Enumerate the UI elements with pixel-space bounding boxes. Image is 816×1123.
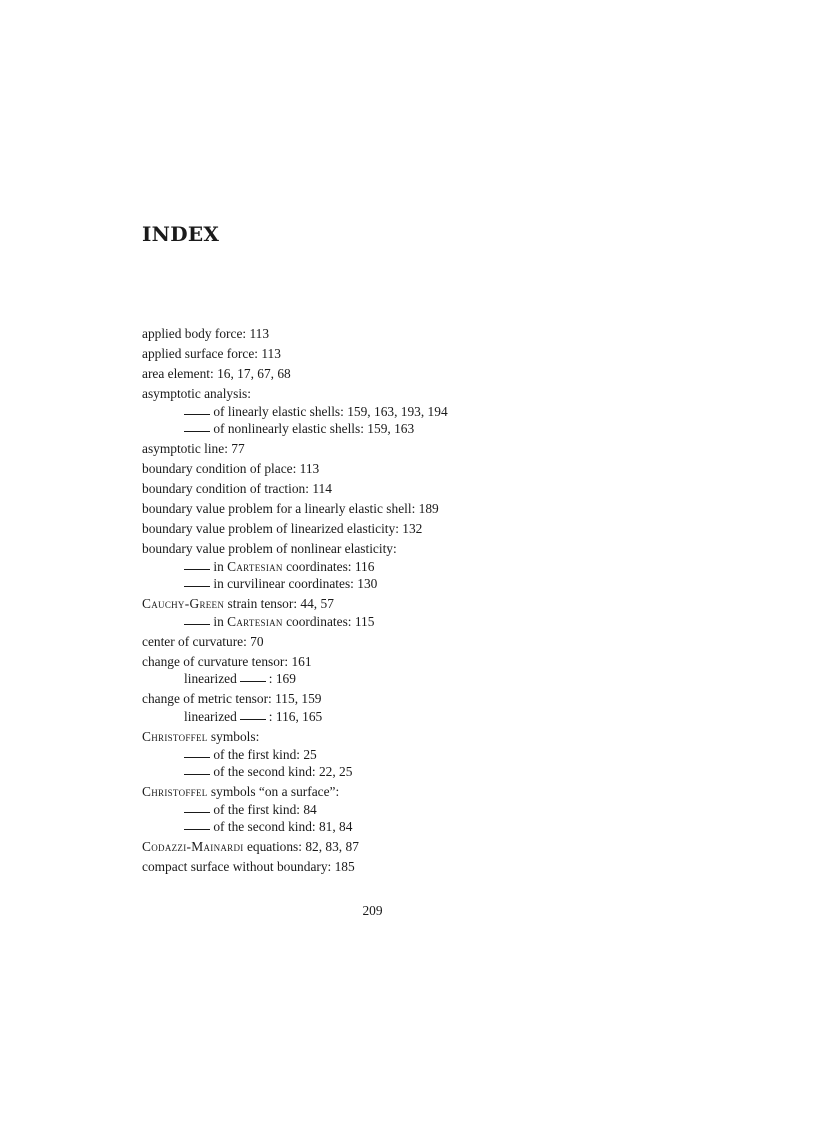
entry-text: strain tensor: 44, 57 <box>224 596 334 612</box>
subentry-text: : 169 <box>268 671 296 687</box>
repeat-dash <box>184 812 210 813</box>
subentry-text: coordinates: 116 <box>282 558 375 574</box>
entry-text: boundary value problem for a linearly elastic shell: 189 <box>142 501 439 517</box>
index-subentry <box>142 403 702 421</box>
entry-text: boundary value problem of linearized elasticity: 132 <box>142 521 423 537</box>
index-subentry <box>142 420 702 438</box>
entry-text: symbols “on a surface”: <box>207 784 340 800</box>
index-subentry <box>142 558 702 576</box>
page-title: INDEX <box>142 222 220 246</box>
subentry-text: of the first kind: 25 <box>210 746 317 762</box>
subentry-text: coordinates: 115 <box>282 613 375 629</box>
entry-text: boundary value problem of nonlinear elasticity: <box>142 541 397 557</box>
subentry-text: of the second kind: 81, 84 <box>210 819 353 835</box>
entry-text: applied surface force: 113 <box>142 345 281 361</box>
entry-text: equations: 82, 83, 87 <box>243 839 359 855</box>
repeat-dash <box>184 569 210 570</box>
repeat-dash <box>184 757 210 758</box>
index-subentry <box>142 613 702 631</box>
subentry-text: of the first kind: 84 <box>210 801 317 817</box>
subentry-text: in <box>210 613 228 629</box>
proper-name: Codazzi-Mainardi <box>142 839 244 855</box>
proper-name: Christoffel <box>142 728 208 744</box>
entry-text: boundary condition of traction: 114 <box>142 481 332 497</box>
index-subentry <box>142 575 702 593</box>
index-list <box>142 325 702 876</box>
index-entry <box>142 838 702 856</box>
proper-name: Cartesian <box>227 613 283 629</box>
index-subentry <box>142 801 702 819</box>
index-entry <box>142 520 702 538</box>
entry-text: applied body force: 113 <box>142 326 270 341</box>
repeat-dash <box>240 719 266 720</box>
index-entry <box>142 385 702 403</box>
subentry-text: : 116, 165 <box>268 708 323 724</box>
entry-text: change of curvature tensor: 161 <box>142 653 312 669</box>
index-entry <box>142 345 702 363</box>
index-entry <box>142 690 702 708</box>
page-number: 209 <box>362 903 383 918</box>
subentry-text: linearized <box>184 708 237 724</box>
entry-text: asymptotic line: 77 <box>142 441 245 457</box>
index-entry <box>142 783 702 801</box>
repeat-dash <box>184 624 210 625</box>
entry-text: area element: 16, 17, 67, 68 <box>142 365 291 381</box>
index-subentry <box>142 746 702 764</box>
entry-text: center of curvature: 70 <box>142 633 264 649</box>
subentry-text: of nonlinearly elastic shells: 159, 163 <box>210 421 415 437</box>
entry-text: boundary condition of place: 113 <box>142 461 320 477</box>
repeat-dash <box>184 774 210 775</box>
subentry-text: linearized <box>184 671 237 687</box>
index-entry <box>142 633 702 651</box>
repeat-dash <box>184 829 210 830</box>
index-entry <box>142 440 702 458</box>
subentry-text: of the second kind: 22, 25 <box>210 764 353 780</box>
index-entry <box>142 595 702 613</box>
entry-text: asymptotic analysis: <box>142 385 251 401</box>
repeat-dash <box>184 414 210 415</box>
index-subentry <box>142 763 702 781</box>
proper-name: Cauchy-Green <box>142 596 225 612</box>
index-subentry <box>142 818 702 836</box>
index-entry <box>142 540 702 558</box>
subentry-text: in curvilinear coordinates: 130 <box>210 576 378 592</box>
index-entry <box>142 653 702 671</box>
entry-text: symbols: <box>207 728 260 744</box>
subentry-text: in <box>210 558 228 574</box>
proper-name: Christoffel <box>142 784 208 800</box>
index-entry <box>142 858 702 876</box>
index-entry <box>142 480 702 498</box>
index-entry <box>142 728 702 746</box>
index-entry <box>142 365 702 383</box>
entry-text: change of metric tensor: 115, 159 <box>142 691 322 707</box>
index-entry <box>142 460 702 478</box>
index-entry <box>142 325 702 343</box>
repeat-dash <box>184 586 210 587</box>
index-subentry <box>142 670 702 688</box>
repeat-dash <box>184 431 210 432</box>
entry-text: compact surface without boundary: 185 <box>142 859 355 875</box>
subentry-text: of linearly elastic shells: 159, 163, 193, 194 <box>210 403 448 419</box>
index-entry <box>142 500 702 518</box>
repeat-dash <box>240 681 266 682</box>
proper-name: Cartesian <box>227 558 283 574</box>
index-subentry <box>142 708 702 726</box>
